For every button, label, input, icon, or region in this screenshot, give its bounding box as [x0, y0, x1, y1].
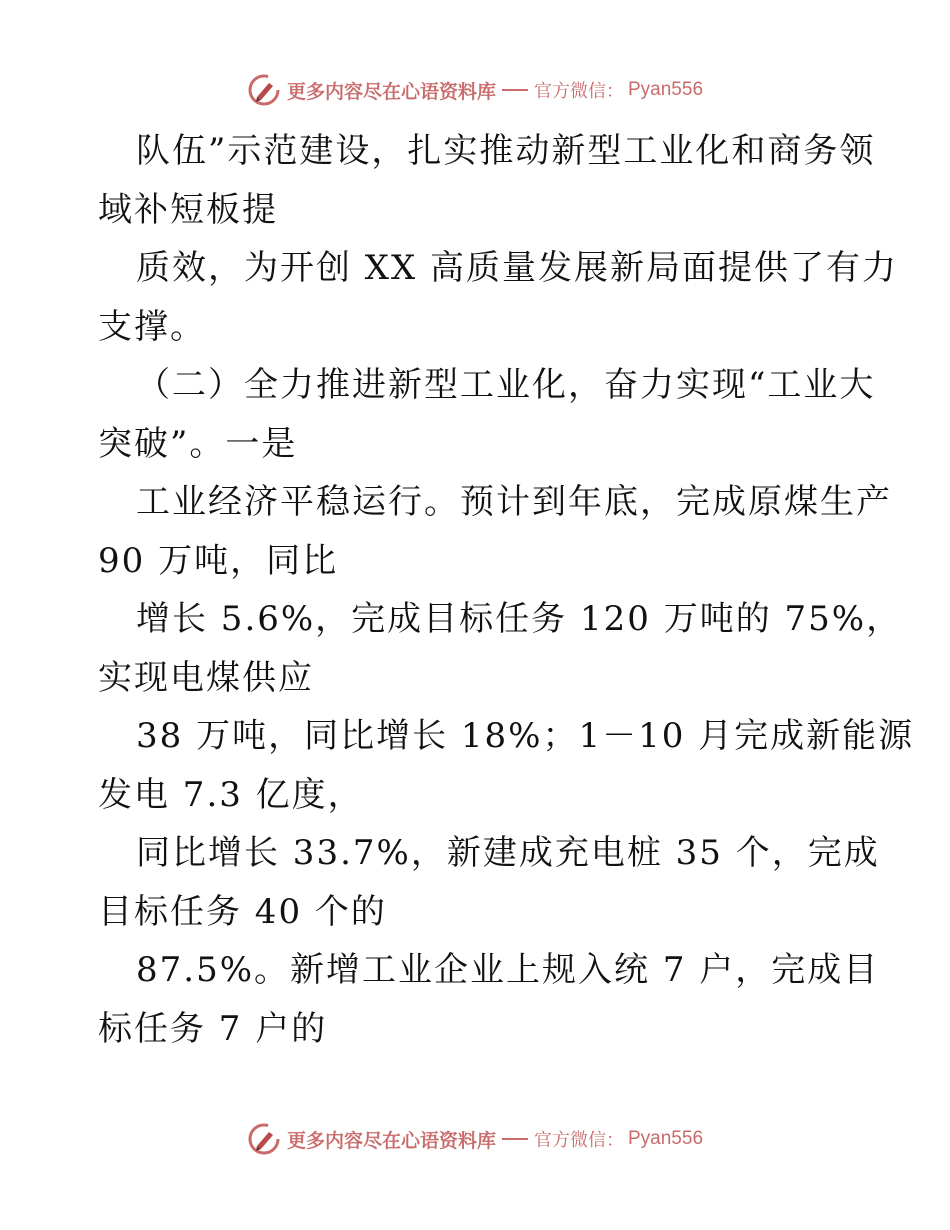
footer-sub-text: 官方微信： [534, 1130, 624, 1151]
text-line: 87.5%。新增工业企业上规入统 7 户，完成目 [136, 950, 880, 990]
header-dash [502, 89, 528, 91]
pen-logo-icon [247, 73, 281, 107]
text-line: 工业经济平稳运行。预计到年底，完成原煤生产 [136, 482, 892, 522]
text-line: 突破”。一是 [98, 423, 298, 464]
text-line: （二）全力推进新型工业化，奋力实现“工业大 [136, 365, 876, 405]
header-id-text: Pyan556 [628, 79, 704, 100]
footer-banner [0, 1119, 950, 1159]
text-line: 支撑。 [98, 306, 206, 347]
footer-dash [502, 1138, 528, 1140]
text-line: 发电 7.3 亿度， [98, 774, 364, 815]
text-line: 质效，为开创 XX 高质量发展新局面提供了有力 [136, 248, 899, 288]
text-line: 队伍”示范建设，扎实推动新型工业化和商务领 [136, 131, 876, 171]
header-banner [0, 70, 950, 110]
document-body [98, 122, 915, 1058]
text-line: 90 万吨，同比 [98, 540, 339, 581]
footer-id-text: Pyan556 [628, 1128, 704, 1149]
text-line: 标任务 7 户的 [98, 1008, 328, 1049]
text-line: 实现电煤供应 [98, 657, 314, 698]
pen-logo-icon [247, 1122, 281, 1156]
text-line: 同比增长 33.7%，新建成充电桩 35 个，完成 [136, 833, 880, 873]
header-main-text: 更多内容尽在心语资料库 [286, 80, 496, 103]
text-line: 目标任务 40 个的 [98, 891, 387, 932]
footer-main-text: 更多内容尽在心语资料库 [286, 1129, 496, 1152]
text-line: 38 万吨，同比增长 18%；1－10 月完成新能源 [136, 716, 915, 756]
text-line: 域补短板提 [98, 189, 278, 230]
text-line: 增长 5.6%，完成目标任务 120 万吨的 75%， [136, 599, 903, 639]
header-sub-text: 官方微信： [534, 81, 624, 102]
